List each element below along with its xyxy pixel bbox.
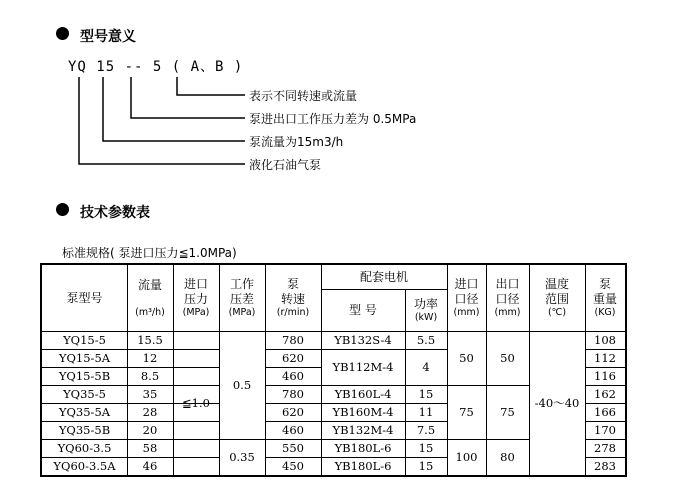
header-model: 泵型号 [66, 290, 103, 305]
table-cell-flow: 20 [142, 422, 158, 437]
table-cell-power: 5.5 [416, 332, 436, 347]
header-inlet-dia: 进口 口径 (mm) [453, 277, 480, 319]
header-motor-power: 功率 (kW) [413, 296, 438, 323]
table-cell-power: 7.5 [416, 422, 436, 437]
table-cell-speed: 460 [282, 422, 304, 437]
table-cell-speed: 780 [282, 332, 304, 347]
table-cell-inlet-dia: 50 [459, 350, 474, 365]
header-flow: 流量 (m³/h) [135, 277, 165, 318]
table-cell-motor: YB180L-6 [334, 440, 392, 455]
desc-lpg-pump: 液化石油气泵 [249, 158, 322, 172]
table-cell-pressure-diff: 0.5 [232, 377, 252, 392]
desc-pressure-diff: 泵进出口工作压力差为 0.5MPa [249, 112, 417, 126]
table-cell-model: YQ60-3.5 [57, 440, 112, 455]
table-caption: 标准规格( 泵进口压力≦1.0MPa) [62, 246, 237, 260]
table-cell-outlet-dia: 80 [500, 449, 515, 464]
model-code: YQ 15 -- 5 ( A、B ) [68, 59, 244, 75]
spec-table [40, 263, 627, 477]
table-cell-model: YQ15-5A [58, 350, 111, 365]
table-cell-power: 4 [422, 359, 430, 374]
table-cell-pressure-diff: 0.35 [229, 449, 255, 464]
desc-flow: 泵流量为15m3/h [249, 135, 344, 149]
table-cell-speed: 620 [282, 404, 304, 419]
header-weight: 泵 重量 (KG) [592, 277, 617, 319]
table-cell-flow: 28 [142, 404, 158, 419]
header-speed: 泵 转速 (r/min) [276, 277, 310, 319]
header-pressure-diff: 工作 压差 (MPa) [228, 277, 256, 319]
table-cell-weight: 166 [594, 404, 616, 419]
table-cell-model: YQ35-5 [63, 386, 106, 401]
table-cell-flow: 35 [142, 386, 158, 401]
table-cell-speed: 780 [282, 386, 304, 401]
table-cell-inlet-pressure: ≦1.0 [182, 395, 210, 410]
section-title-model: 型号意义 [80, 29, 136, 45]
table-cell-motor: YB132S-4 [334, 332, 392, 347]
table-cell-flow: 58 [142, 440, 158, 455]
table-cell-motor: YB180L-6 [334, 458, 392, 473]
table-cell-speed: 450 [282, 458, 304, 473]
header-inlet-pressure: 进口 压力 (MPa) [182, 277, 210, 319]
table-cell-motor: YB160L-4 [334, 386, 392, 401]
table-cell-motor: YB132M-4 [332, 422, 394, 437]
table-cell-weight: 112 [594, 350, 616, 365]
table-cell-model: YQ60-3.5A [53, 458, 116, 473]
table-cell-model: YQ35-5B [58, 422, 111, 437]
table-cell-model: YQ15-5B [58, 368, 111, 383]
table-cell-inlet-dia: 75 [459, 404, 474, 419]
table-cell-power: 15 [418, 440, 434, 455]
table-cell-power: 11 [418, 404, 434, 419]
table-cell-speed: 550 [282, 440, 304, 455]
table-cell-motor: YB112M-4 [332, 359, 394, 374]
table-cell-power: 15 [418, 458, 434, 473]
table-cell-weight: 162 [594, 386, 616, 401]
section-bullet-icon [56, 203, 69, 216]
table-cell-power: 15 [418, 386, 434, 401]
table-cell-flow: 12 [142, 350, 158, 365]
table-cell-flow: 46 [142, 458, 158, 473]
table-cell-motor: YB160M-4 [332, 404, 394, 419]
table-cell-flow: 8.5 [140, 368, 160, 383]
table-cell-flow: 15.5 [137, 332, 163, 347]
table-cell-speed: 620 [282, 350, 304, 365]
table-cell-outlet-dia: 50 [500, 350, 515, 365]
table-cell-speed: 460 [282, 368, 304, 383]
header-temp: 温度 范围 (℃) [544, 277, 569, 319]
table-cell-model: YQ15-5 [63, 332, 106, 347]
table-cell-weight: 108 [594, 332, 616, 347]
table-cell-inlet-dia: 100 [455, 449, 478, 464]
table-cell-weight: 116 [594, 368, 616, 383]
table-cell-model: YQ35-5A [58, 404, 111, 419]
section-title-specs: 技术参数表 [80, 205, 150, 221]
header-motor: 配套电机 [359, 269, 408, 284]
header-motor-model: 型 号 [349, 302, 377, 317]
desc-speed-flow: 表示不同转速或流量 [249, 89, 358, 103]
table-cell-weight: 283 [594, 458, 616, 473]
table-cell-weight: 170 [594, 422, 616, 437]
table-cell-temp: -40～40 [534, 395, 580, 410]
header-outlet-dia: 出口 口径 (mm) [494, 277, 521, 319]
table-cell-weight: 278 [594, 440, 616, 455]
table-cell-outlet-dia: 75 [500, 404, 515, 419]
